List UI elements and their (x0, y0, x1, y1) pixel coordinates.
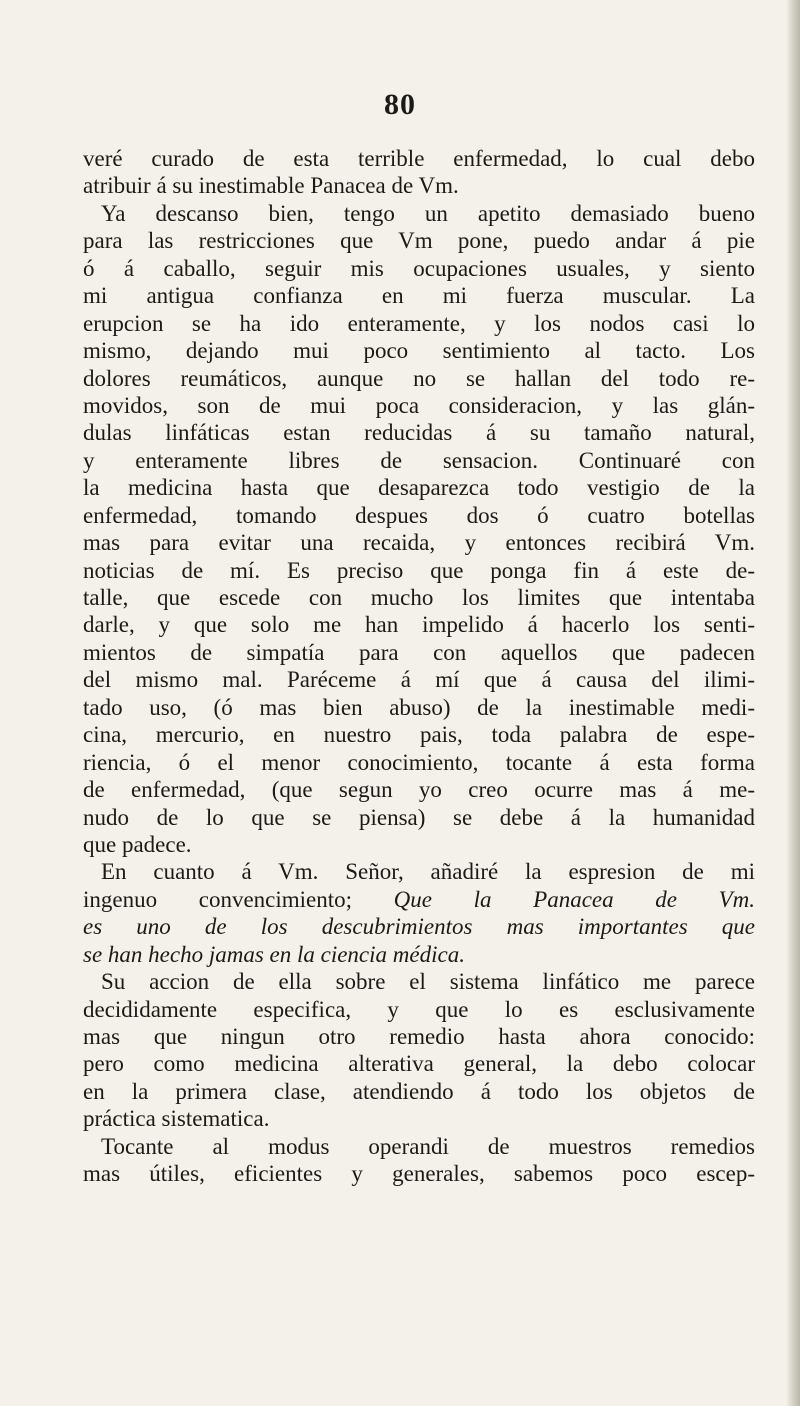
page-edge-shadow (786, 0, 800, 1406)
text-line: decididamente especifica, y que lo es esclusivamente (83, 996, 755, 1022)
text-line: mas útiles, eficientes y generales, sabemos poco escep- (83, 1161, 755, 1187)
body-text (83, 145, 755, 1188)
text-line (83, 886, 755, 913)
text-line: veré curado de esta terrible enfermedad, lo cual debo (83, 146, 755, 171)
text-line: movidos, son de mui poca consideracion, y las glán- (83, 392, 755, 418)
text-line: tado uso, (ó mas bien abuso) de la inestimable medi- (83, 694, 755, 720)
text-line: Su accion de ella sobre el sistema linfático me parece (101, 969, 755, 995)
text-line: talle, que escede con mucho los limites que intentaba (83, 585, 755, 610)
text-line: mas que ningun otro remedio hasta ahora conocido: (83, 1024, 755, 1049)
text-line: ó á caballo, seguir mis ocupaciones usuales, y siento (83, 255, 755, 281)
text-line: darle, y que solo me han impelido á hacerlo los senti- (83, 612, 755, 638)
text-line: noticias de mí. Es preciso que ponga fin á este de- (83, 557, 755, 583)
italic-text-segment: Que la Panacea de Vm. (393, 886, 756, 912)
text-line: del mismo mal. Paréceme á mí que á causa del ilimi- (83, 667, 755, 693)
text-line: Ya descanso bien, tengo un apetito demasiado bueno (101, 200, 755, 226)
text-line: para las restricciones que Vm pone, puedo andar á pie (83, 228, 755, 254)
page-number: 80 (384, 88, 416, 121)
text-line: riencia, ó el menor conocimiento, tocante á esta forma (83, 749, 755, 775)
italic-text-line: se han hecho jamas en la ciencia médica. (83, 941, 465, 967)
text-line: práctica sistematica. (83, 1106, 270, 1132)
text-segment: ingenuo convencimiento; (83, 886, 353, 912)
text-line: nudo de lo que se piensa) se debe á la humanidad (83, 804, 755, 830)
text-line: mi antigua confianza en mi fuerza muscular. La (83, 283, 755, 309)
text-line: atribuir á su inestimable Panacea de Vm. (83, 173, 459, 199)
text-line: Tocante al modus operandi de muestros remedios (101, 1133, 755, 1159)
text-line: mismo, dejando mui poco sentimiento al tacto. Los (83, 338, 755, 364)
italic-text-line: es uno de los descubrimientos mas importantes que (83, 914, 755, 940)
text-line: dulas linfáticas estan reducidas á su tamaño natural, (83, 420, 755, 446)
text-line: y enteramente libres de sensacion. Continuaré con (83, 447, 755, 473)
text-line: erupcion se ha ido enteramente, y los nodos casi lo (83, 310, 755, 336)
text-line: pero como medicina alterativa general, la debo colocar (83, 1051, 755, 1077)
text-line: en la primera clase, atendiendo á todo los objetos de (83, 1078, 755, 1104)
text-line: la medicina hasta que desaparezca todo vestigio de la (83, 475, 755, 501)
text-line: que padece. (83, 831, 192, 857)
text-line: mientos de simpatía para con aquellos que padecen (83, 639, 755, 665)
text-line: enfermedad, tomando despues dos ó cuatro botellas (83, 502, 755, 528)
text-line: cina, mercurio, en nuestro pais, toda palabra de espe- (83, 722, 755, 748)
text-line: mas para evitar una recaida, y entonces recibirá Vm. (83, 530, 755, 556)
text-line: dolores reumáticos, aunque no se hallan del todo re- (83, 365, 755, 391)
text-line: de enfermedad, (que segun yo creo ocurre mas á me- (83, 777, 755, 803)
text-line: En cuanto á Vm. Señor, añadiré la espresion de mi (101, 859, 755, 885)
